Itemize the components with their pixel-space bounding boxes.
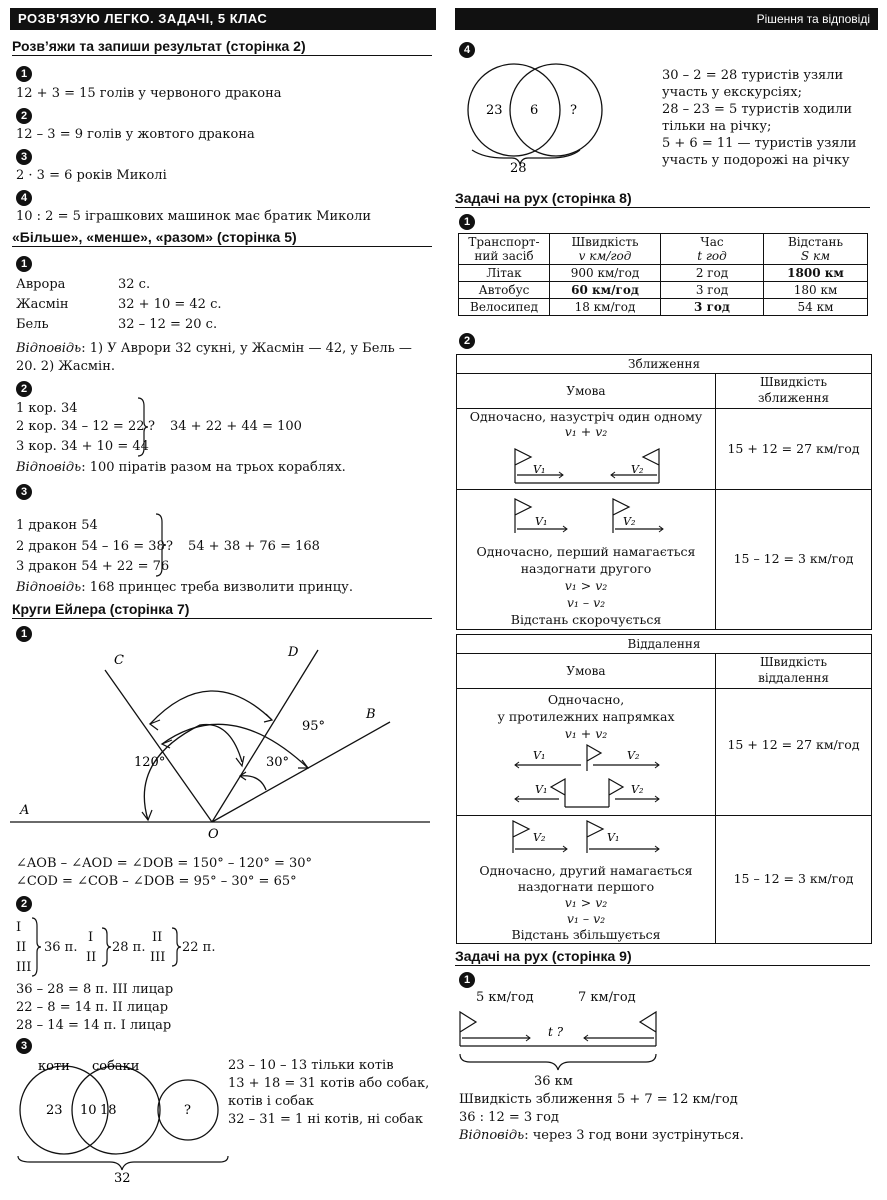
separation-speed-2: 15 – 12 = 3 км/год <box>733 871 854 886</box>
left-column <box>12 38 432 640</box>
name-avrora: Аврора <box>16 277 66 292</box>
label-D: D <box>288 645 299 660</box>
section-title-page8: Задачі на рух (сторінка 8) <box>455 190 870 208</box>
tourist-text-4: тільки на річку; <box>662 119 772 134</box>
venn-text-2: 13 + 18 = 31 котів або собак, <box>228 1076 430 1091</box>
table-header: Час t год <box>661 234 764 265</box>
separation-diagram <box>507 741 667 811</box>
number-badge: 1 <box>16 256 32 272</box>
label-30: 30° <box>266 755 290 770</box>
tourist-text-3: 28 – 23 = 5 туристів ходили <box>662 102 853 117</box>
approach-speed-2: 15 – 12 = 3 км/год <box>733 551 854 566</box>
separation-title: Віддалення <box>457 635 871 654</box>
label-v1: V₁ <box>535 515 548 528</box>
meeting-diagram <box>456 1008 666 1078</box>
brace-question: ? <box>148 419 155 434</box>
table-cell: Велосипед <box>459 299 550 316</box>
venn-total: 32 <box>114 1171 131 1186</box>
number-badge: 1 <box>16 626 32 642</box>
text-line: 2 · 3 = 6 років Миколі <box>16 168 167 183</box>
knight-result-3: 28 – 14 = 14 п. I лицар <box>16 1018 172 1033</box>
group-2-value: 28 п. <box>112 940 146 955</box>
dragon-1: 1 дракон 54 <box>16 518 98 533</box>
tourist-text-5: 5 + 6 = 11 — туристів узяли <box>662 136 857 151</box>
number-badge: 2 <box>16 381 32 397</box>
number-badge: 3 <box>16 484 32 500</box>
venn-cats-dogs <box>10 1056 230 1186</box>
col-speed: Швидкість зближення <box>716 374 871 409</box>
right-brace <box>100 926 112 968</box>
group-3-value: 22 п. <box>182 940 216 955</box>
approach-cond-2: Одночасно, перший намагається наздогнати другого v₁ > v₂ v₁ – v₂ Відстань скорочується <box>476 544 696 627</box>
knight-II: II <box>152 930 163 945</box>
text-line: 12 – 3 = 9 голів у жовтого дракона <box>16 127 255 142</box>
table-cell: Літак <box>459 265 550 282</box>
table-cell: 180 км <box>764 282 868 299</box>
number-badge: 4 <box>459 42 475 58</box>
venn-label-cats: коти <box>38 1059 70 1074</box>
dragon-3: 3 дракон 54 + 22 = 76 <box>16 559 170 574</box>
table-cell: 3 год <box>661 282 764 299</box>
table-row <box>459 282 868 299</box>
venn-value: ? <box>570 103 577 118</box>
approach-diagram-1 <box>507 443 667 489</box>
number-badge: 2 <box>16 108 32 124</box>
header-left: РОЗВ'ЯЗУЮ ЛЕГКО. ЗАДАЧІ, 5 КЛАС <box>10 8 436 30</box>
table-header: Швидкість v км/год <box>550 234 661 265</box>
approach-table <box>456 354 872 630</box>
dragon-2: 2 дракон 54 – 16 = 38 <box>16 539 165 554</box>
name-bel: Бель <box>16 317 49 332</box>
table-row <box>459 299 868 316</box>
venn-text-3: котів і собак <box>228 1094 314 1109</box>
result-line-2: 36 : 12 = 3 год <box>459 1110 559 1125</box>
answer-line-cont: 20. 2) Жасмін. <box>16 359 115 374</box>
knight-III: III <box>150 950 166 965</box>
table-cell: Автобус <box>459 282 550 299</box>
number-badge: 1 <box>459 214 475 230</box>
answer-line: Відповідь: 100 піратів разом на трьох кораблях. <box>16 460 346 475</box>
knight-II: II <box>86 950 97 965</box>
ships-sum: 34 + 22 + 44 = 100 <box>170 419 302 434</box>
venn-total: 28 <box>510 161 527 176</box>
table-row <box>459 265 868 282</box>
separation-speed-1: 15 + 12 = 27 км/год <box>727 737 860 752</box>
venn-text-1: 23 – 10 – 13 тільки котів <box>228 1058 394 1073</box>
right-brace <box>30 916 42 978</box>
approach-cond-1: Одночасно, назустріч один одному v₁ + v₂ <box>469 409 703 439</box>
knight-result-2: 22 – 8 = 14 п. II лицар <box>16 1000 169 1015</box>
number-badge: 2 <box>459 333 475 349</box>
right-brace <box>170 926 182 968</box>
table-cell: 3 год <box>661 299 764 316</box>
table-cell: 60 км/год <box>550 282 661 299</box>
result-line-1: Швидкість зближення 5 + 7 = 12 км/год <box>459 1092 738 1107</box>
answer-line: Відповідь: через 3 год вони зустрінуться. <box>459 1128 744 1143</box>
venn-label-dogs: собаки <box>92 1059 140 1074</box>
label-B: B <box>366 707 376 722</box>
venn-value: ? <box>184 1103 191 1118</box>
col-condition: Умова <box>457 654 715 689</box>
label-O: O <box>208 827 219 840</box>
label-v2: V₂ <box>623 515 636 528</box>
label-v1: V₁ <box>533 749 546 762</box>
group-1-value: 36 п. <box>44 940 78 955</box>
separation-diagram-2 <box>507 817 667 857</box>
separation-cond-2: Одночасно, другий намагається наздогнати першого v₁ > v₂ v₁ – v₂ Відстань збільшується <box>479 863 693 942</box>
venn-value: 10 <box>80 1103 97 1118</box>
section-title-page7: Круги Ейлера (сторінка 7) <box>12 601 432 619</box>
ship-1: 1 кор. 34 <box>16 401 78 416</box>
label-v1: V₁ <box>607 831 620 844</box>
brace-question: ? <box>166 539 173 554</box>
header-right: Рішення та відповіді <box>455 8 878 30</box>
label-v2: V₂ <box>533 831 546 844</box>
table-cell: 900 км/год <box>550 265 661 282</box>
tourist-text-2: участь у екскурсіях; <box>662 85 803 100</box>
number-badge: 1 <box>459 972 475 988</box>
label-C: C <box>114 653 124 668</box>
approach-title: Зближення <box>457 355 871 374</box>
knight-III: III <box>16 960 32 975</box>
speed-label-2: 7 км/год <box>578 990 636 1005</box>
label-120: 120° <box>134 755 166 770</box>
answer-line: Відповідь: 168 принцес треба визволити принцу. <box>16 580 353 595</box>
number-badge: 3 <box>16 149 32 165</box>
label-v1: V₁ <box>533 463 546 476</box>
table-cell: 54 км <box>764 299 868 316</box>
venn-text-4: 32 – 31 = 1 ні котів, ні собак <box>228 1112 424 1127</box>
tourist-text-6: участь у подорожі на річку <box>662 153 850 168</box>
ship-2: 2 кор. 34 – 12 = 22 <box>16 419 145 434</box>
venn-value: 6 <box>530 103 539 118</box>
label-v2: V₂ <box>631 783 644 796</box>
table-cell: 1800 км <box>764 265 868 282</box>
time-label: t ? <box>548 1025 564 1039</box>
approach-diagram-2 <box>507 495 667 537</box>
venn-value: 18 <box>100 1103 117 1118</box>
ship-3: 3 кор. 34 + 10 = 44 <box>16 439 149 454</box>
knight-I: I <box>88 930 94 945</box>
label-A: A <box>20 803 30 818</box>
separation-cond-1: Одночасно, у протилежних напрямках v₁ + v₂ <box>497 692 675 741</box>
approach-speed-1: 15 + 12 = 27 км/год <box>727 441 860 456</box>
number-badge: 2 <box>16 896 32 912</box>
venn-value: 23 <box>46 1103 63 1118</box>
number-badge: 1 <box>16 66 32 82</box>
angle-diagram <box>10 640 430 840</box>
section-title-page2: Розв’яжи та запиши результат (сторінка 2) <box>12 38 432 56</box>
text-line: 10 : 2 = 5 іграшкових машинок має братик Миколи <box>16 209 372 224</box>
knight-result-1: 36 – 28 = 8 п. III лицар <box>16 982 174 997</box>
tourist-text-1: 30 – 2 = 28 туристів узяли <box>662 68 844 83</box>
distance-label: 36 км <box>534 1074 573 1089</box>
motion-table <box>458 233 868 316</box>
name-jasmine: Жасмін <box>16 297 69 312</box>
value-jasmine: 32 + 10 = 42 с. <box>118 297 222 312</box>
dragons-sum: 54 + 38 + 76 = 168 <box>188 539 320 554</box>
text-line: 12 + 3 = 15 голів у червоного дракона <box>16 86 282 101</box>
table-cell: 2 год <box>661 265 764 282</box>
label-v2: V₂ <box>627 749 640 762</box>
angle-equation-2: ∠COD = ∠COB – ∠DOB = 95° – 30° = 65° <box>16 874 297 889</box>
section-title-page5: «Більше», «менше», «разом» (сторінка 5) <box>12 229 432 247</box>
label-v1: V₁ <box>535 783 548 796</box>
number-badge: 3 <box>16 1038 32 1054</box>
number-badge: 4 <box>16 190 32 206</box>
table-header: Транспорт- ний засіб <box>459 234 550 265</box>
speed-label-1: 5 км/год <box>476 990 534 1005</box>
section-title-page9: Задачі на рух (сторінка 9) <box>455 948 870 966</box>
answer-line: Відповідь: 1) У Аврори 32 сукні, у Жасмін — 42, у Бель — <box>16 341 412 356</box>
table-header: Відстань S км <box>764 234 868 265</box>
value-bel: 32 – 12 = 20 с. <box>118 317 218 332</box>
separation-table <box>456 634 872 944</box>
knight-I: I <box>16 920 22 935</box>
label-95: 95° <box>302 719 326 734</box>
venn-value: 23 <box>486 103 503 118</box>
venn-tourists <box>454 60 644 176</box>
table-cell: 18 км/год <box>550 299 661 316</box>
value-avrora: 32 с. <box>118 277 151 292</box>
label-v2: V₂ <box>631 463 644 476</box>
col-condition: Умова <box>457 374 715 409</box>
knight-II: II <box>16 940 27 955</box>
table-header-row <box>459 234 868 265</box>
angle-equation-1: ∠AOB – ∠AOD = ∠DOB = 150° – 120° = 30° <box>16 856 313 871</box>
col-speed: Швидкість віддалення <box>716 654 871 689</box>
